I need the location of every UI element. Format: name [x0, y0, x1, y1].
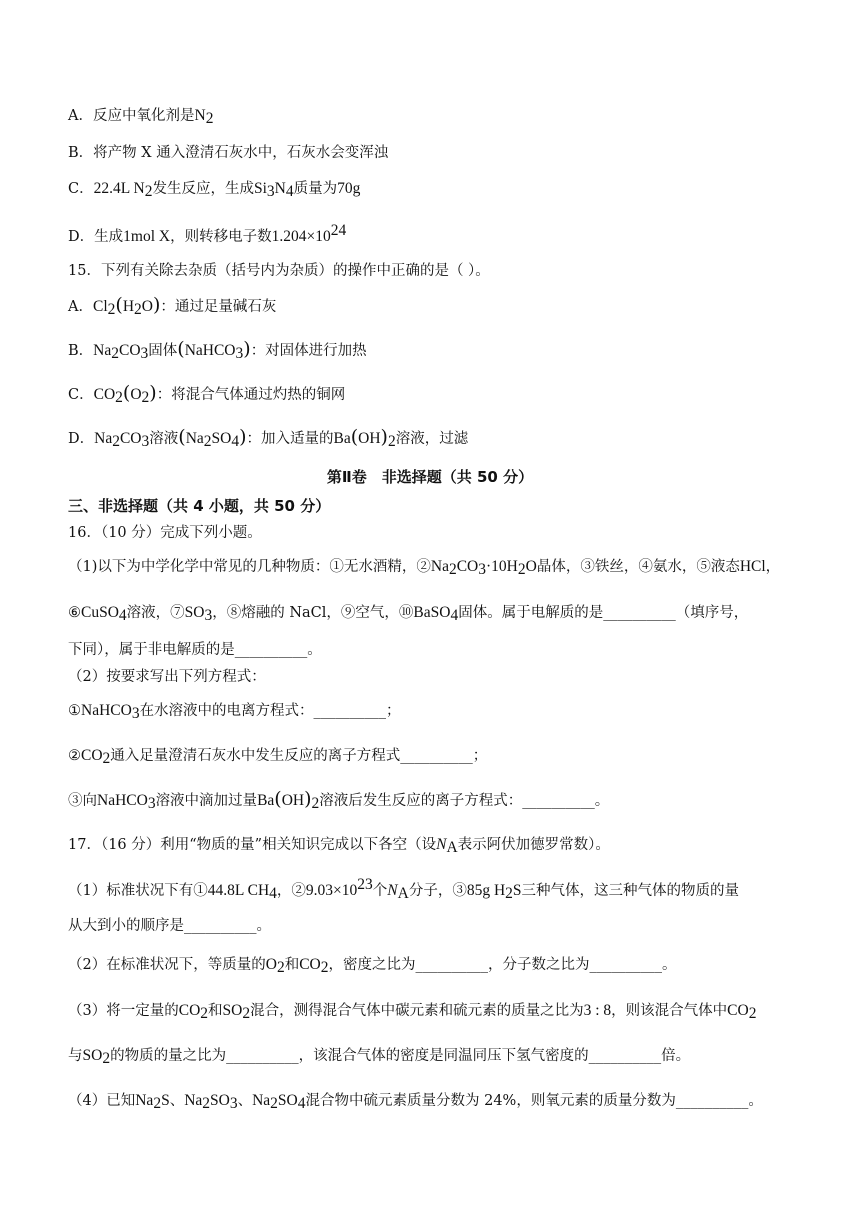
- part-title: 第Ⅱ卷 非选择题（共 50 分）: [326, 468, 534, 486]
- q16-part2-stem: （2）按要求写出下列方程式：: [68, 669, 266, 685]
- q14-option-a: A．反应中氧化剂是$N_2$: [68, 107, 214, 127]
- q16-equation-1: ①NaHCO$_3$在水溶液中的电离方程式：__________；: [68, 702, 401, 722]
- q17-part3-line1: （3）将一定量的$CO_2$和$SO_2$混合，测得混合气体中碳元素和硫元素的质量之比为3 : 8，则该混合气体中$CO_2$: [68, 1002, 757, 1022]
- q16-part1-line3: 下同），属于非电解质的是__________。: [68, 642, 322, 658]
- q16-part1-line2: ⑥CuSO$_4$溶液，$⑦SO_3$，⑧熔融的 NaCl，⑨空气，⑩BaSO$_4$固体。属于电解质的是__________（填序号，: [68, 604, 749, 624]
- q14-option-d: D．生成1mol X，则转移电子数$1.204\times 10^{24}$: [68, 222, 347, 245]
- q15-option-b: B．$Na_2CO_3$固体(NaHCO$_3$)：对固体进行加热: [68, 338, 367, 362]
- q17-part1-line1: （1）标准状况下有①44.8L $CH_4$，$②9.03\times 10^{23}$个$N_A$分子，③85g $H_2S$三种气体，这三种气体的物质的量: [68, 876, 740, 902]
- q16-equation-3: ③向NaHCO$_3$溶液中滴加过量$Ba(OH)_2$溶液后发生反应的离子方程式：__________。: [68, 788, 610, 812]
- q17-part2: （2）在标准状况下，等质量的$O_2$和$CO_2$，密度之比为__________，分子数之比为__________。: [68, 956, 677, 976]
- q16-part1-line1: （1)以下为中学化学中常见的几种物质：①无水酒精，$②Na_2CO_3\cdot 10H_2O$晶体，③铁丝，④氨水，⑤液态HCl，: [68, 558, 781, 578]
- q17-stem: 17．（16 分）利用“物质的量”相关知识完成以下各空（设$N_A$表示阿伏加德罗常数）。: [68, 836, 610, 856]
- q16-equation-2: $②CO_2$通入足量澄清石灰水中发生反应的离子方程式__________；: [68, 747, 488, 767]
- q15-option-a: A．$Cl_2(H_2O)$：通过足量碱石灰: [68, 294, 277, 318]
- q15-stem: 15．下列有关除去杂质（括号内为杂质）的操作中正确的是（ ）。: [68, 263, 490, 279]
- q17-part1-line2: 从大到小的顺序是__________。: [68, 918, 271, 934]
- section-title: 三、非选择题（共 4 小题，共 50 分）: [68, 497, 331, 515]
- q16-stem: 16．（10 分）完成下列小题。: [68, 525, 262, 541]
- q17-part3-line2: 与$SO_2$的物质的量之比为__________，该混合气体的密度是同温同压下氢气密度的__________倍。: [68, 1047, 691, 1067]
- q14-option-b: B．将产物 X 通入澄清石灰水中，石灰水会变浑浊: [68, 145, 389, 161]
- q15-option-d: D．$Na_2CO_3$溶液$(Na_2SO_4)$：加入适量的$Ba(OH)_2$溶液，过滤: [68, 426, 469, 450]
- q17-part4: （4）已知$Na_2S$、$Na_2SO_3$、$Na_2SO_4$混合物中硫元素质量分数为 24%，则氧元素的质量分数为__________。: [68, 1092, 763, 1112]
- q14-option-c: C．22.4L $N_2$发生反应，生成$Si_3N_4$质量为70g: [68, 180, 361, 200]
- q15-option-c: C．$CO_2(O_2)$：将混合气体通过灼热的铜网: [68, 382, 346, 406]
